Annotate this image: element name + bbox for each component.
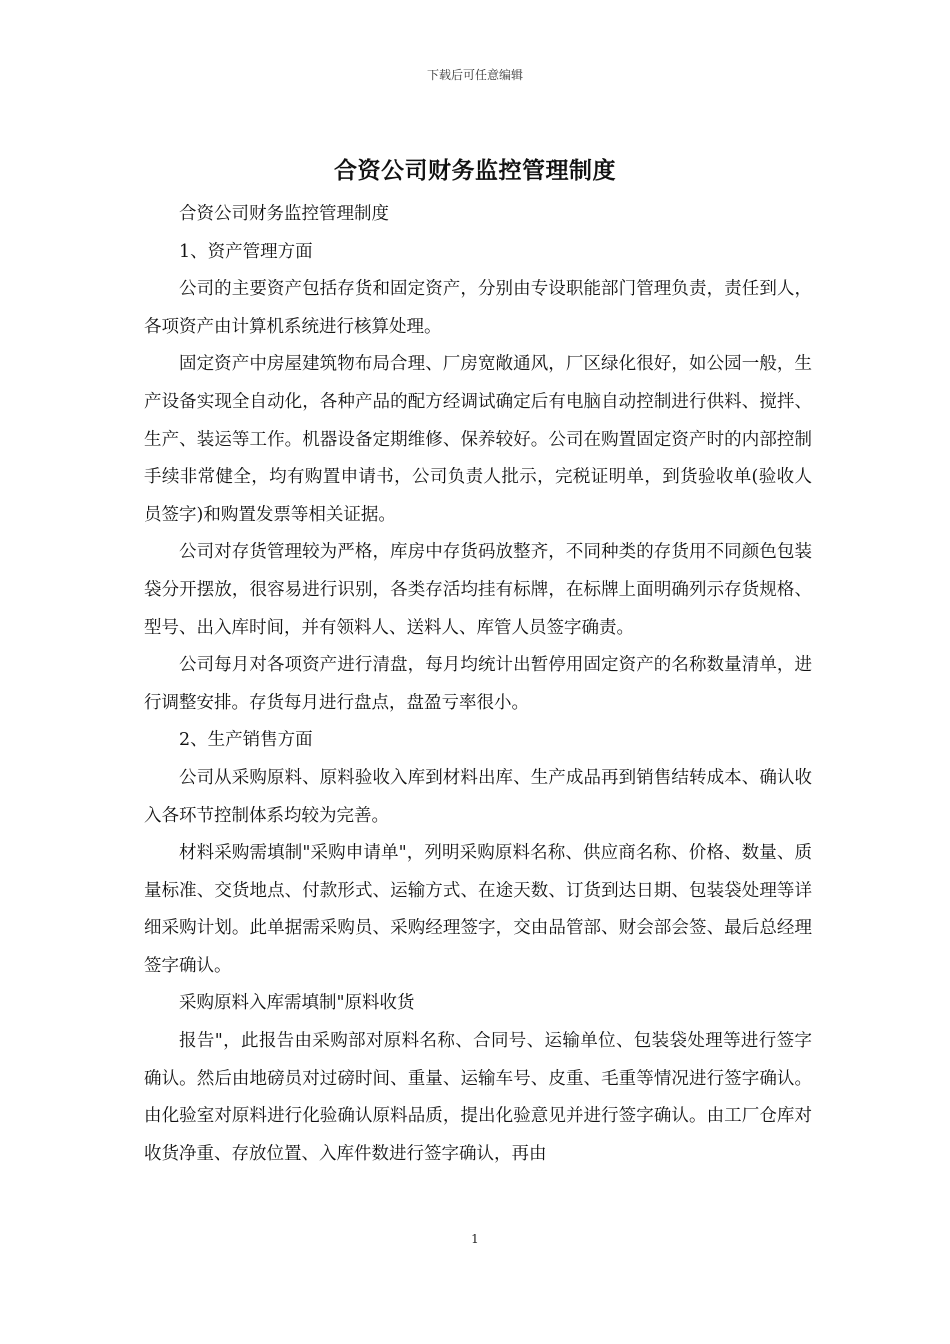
page-header-note: 下载后可任意编辑 [426,68,523,82]
paragraph: 合资公司财务监控管理制度 [179,204,389,224]
paragraph: 公司从采购原料、原料验收入库到材料出库、生产成品再到销售结转成本、确认收入各环节控制体系均较为完善。 [144,767,812,826]
paragraph: 公司对存货管理较为严格，库房中存货码放整齐，不同种类的存货用不同颜色包装袋分开摆放，很容易进行识别，各类存活均挂有标牌，在标牌上面明确列示存货规格、型号、出入库时间，并有领料人、送料人、库管人员签字确责。 [144,542,812,638]
paragraph: 公司每月对各项资产进行清盘，每月均统计出暂停用固定资产的名称数量清单，进行调整安排。存货每月进行盘点，盘盈亏率很小。 [144,655,812,713]
paragraph: 材料采购需填制"采购申请单"，列明采购原料名称、供应商名称、价格、数量、质量标准、交货地点、付款形式、运输方式、在途天数、订货到达日期、包装袋处理等详细采购计划。此单据需采购员、采购经理签字，交由品管部、财会部会签、最后总经理签字确认。 [144,843,812,976]
paragraph: 报告"，此报告由采购部对原料名称、合同号、运输单位、包装袋处理等进行签字确认。然后由地磅员对过磅时间、重量、运输车号、皮重、毛重等情况进行签字确认。由化验室对原料进行化验确认原料品质，提出化验意见并进行签字确认。由工厂仓库对收货净重、存放位置、入库件数进行签字确认，再由 [144,1031,812,1164]
paragraph: 固定资产中房屋建筑物布局合理、厂房宽敞通风，厂区绿化很好，如公园一般，生产设备实现全自动化，各种产品的配方经调试确定后有电脑自动控制进行供料、搅拌、生产、装运等工作。机器设备定期维修、保养较好。公司在购置固定资产时的内部控制手续非常健全，均有购置申请书，公司负责人批示，完税证明单，到货验收单(验收人员签字)和购置发票等相关证据。 [144,354,812,525]
section-heading: 2、生产销售方面 [179,730,313,751]
document-body [144,196,812,1173]
document-title: 合资公司财务监控管理制度 [334,158,616,184]
section-heading: 1、资产管理方面 [179,241,313,262]
paragraph: 公司的主要资产包括存货和固定资产，分别由专设职能部门管理负责，责任到人，各项资产由计算机系统进行核算处理。 [144,279,812,337]
paragraph: 采购原料入库需填制"原料收货 [179,993,415,1014]
page-number: 1 [471,1232,479,1246]
